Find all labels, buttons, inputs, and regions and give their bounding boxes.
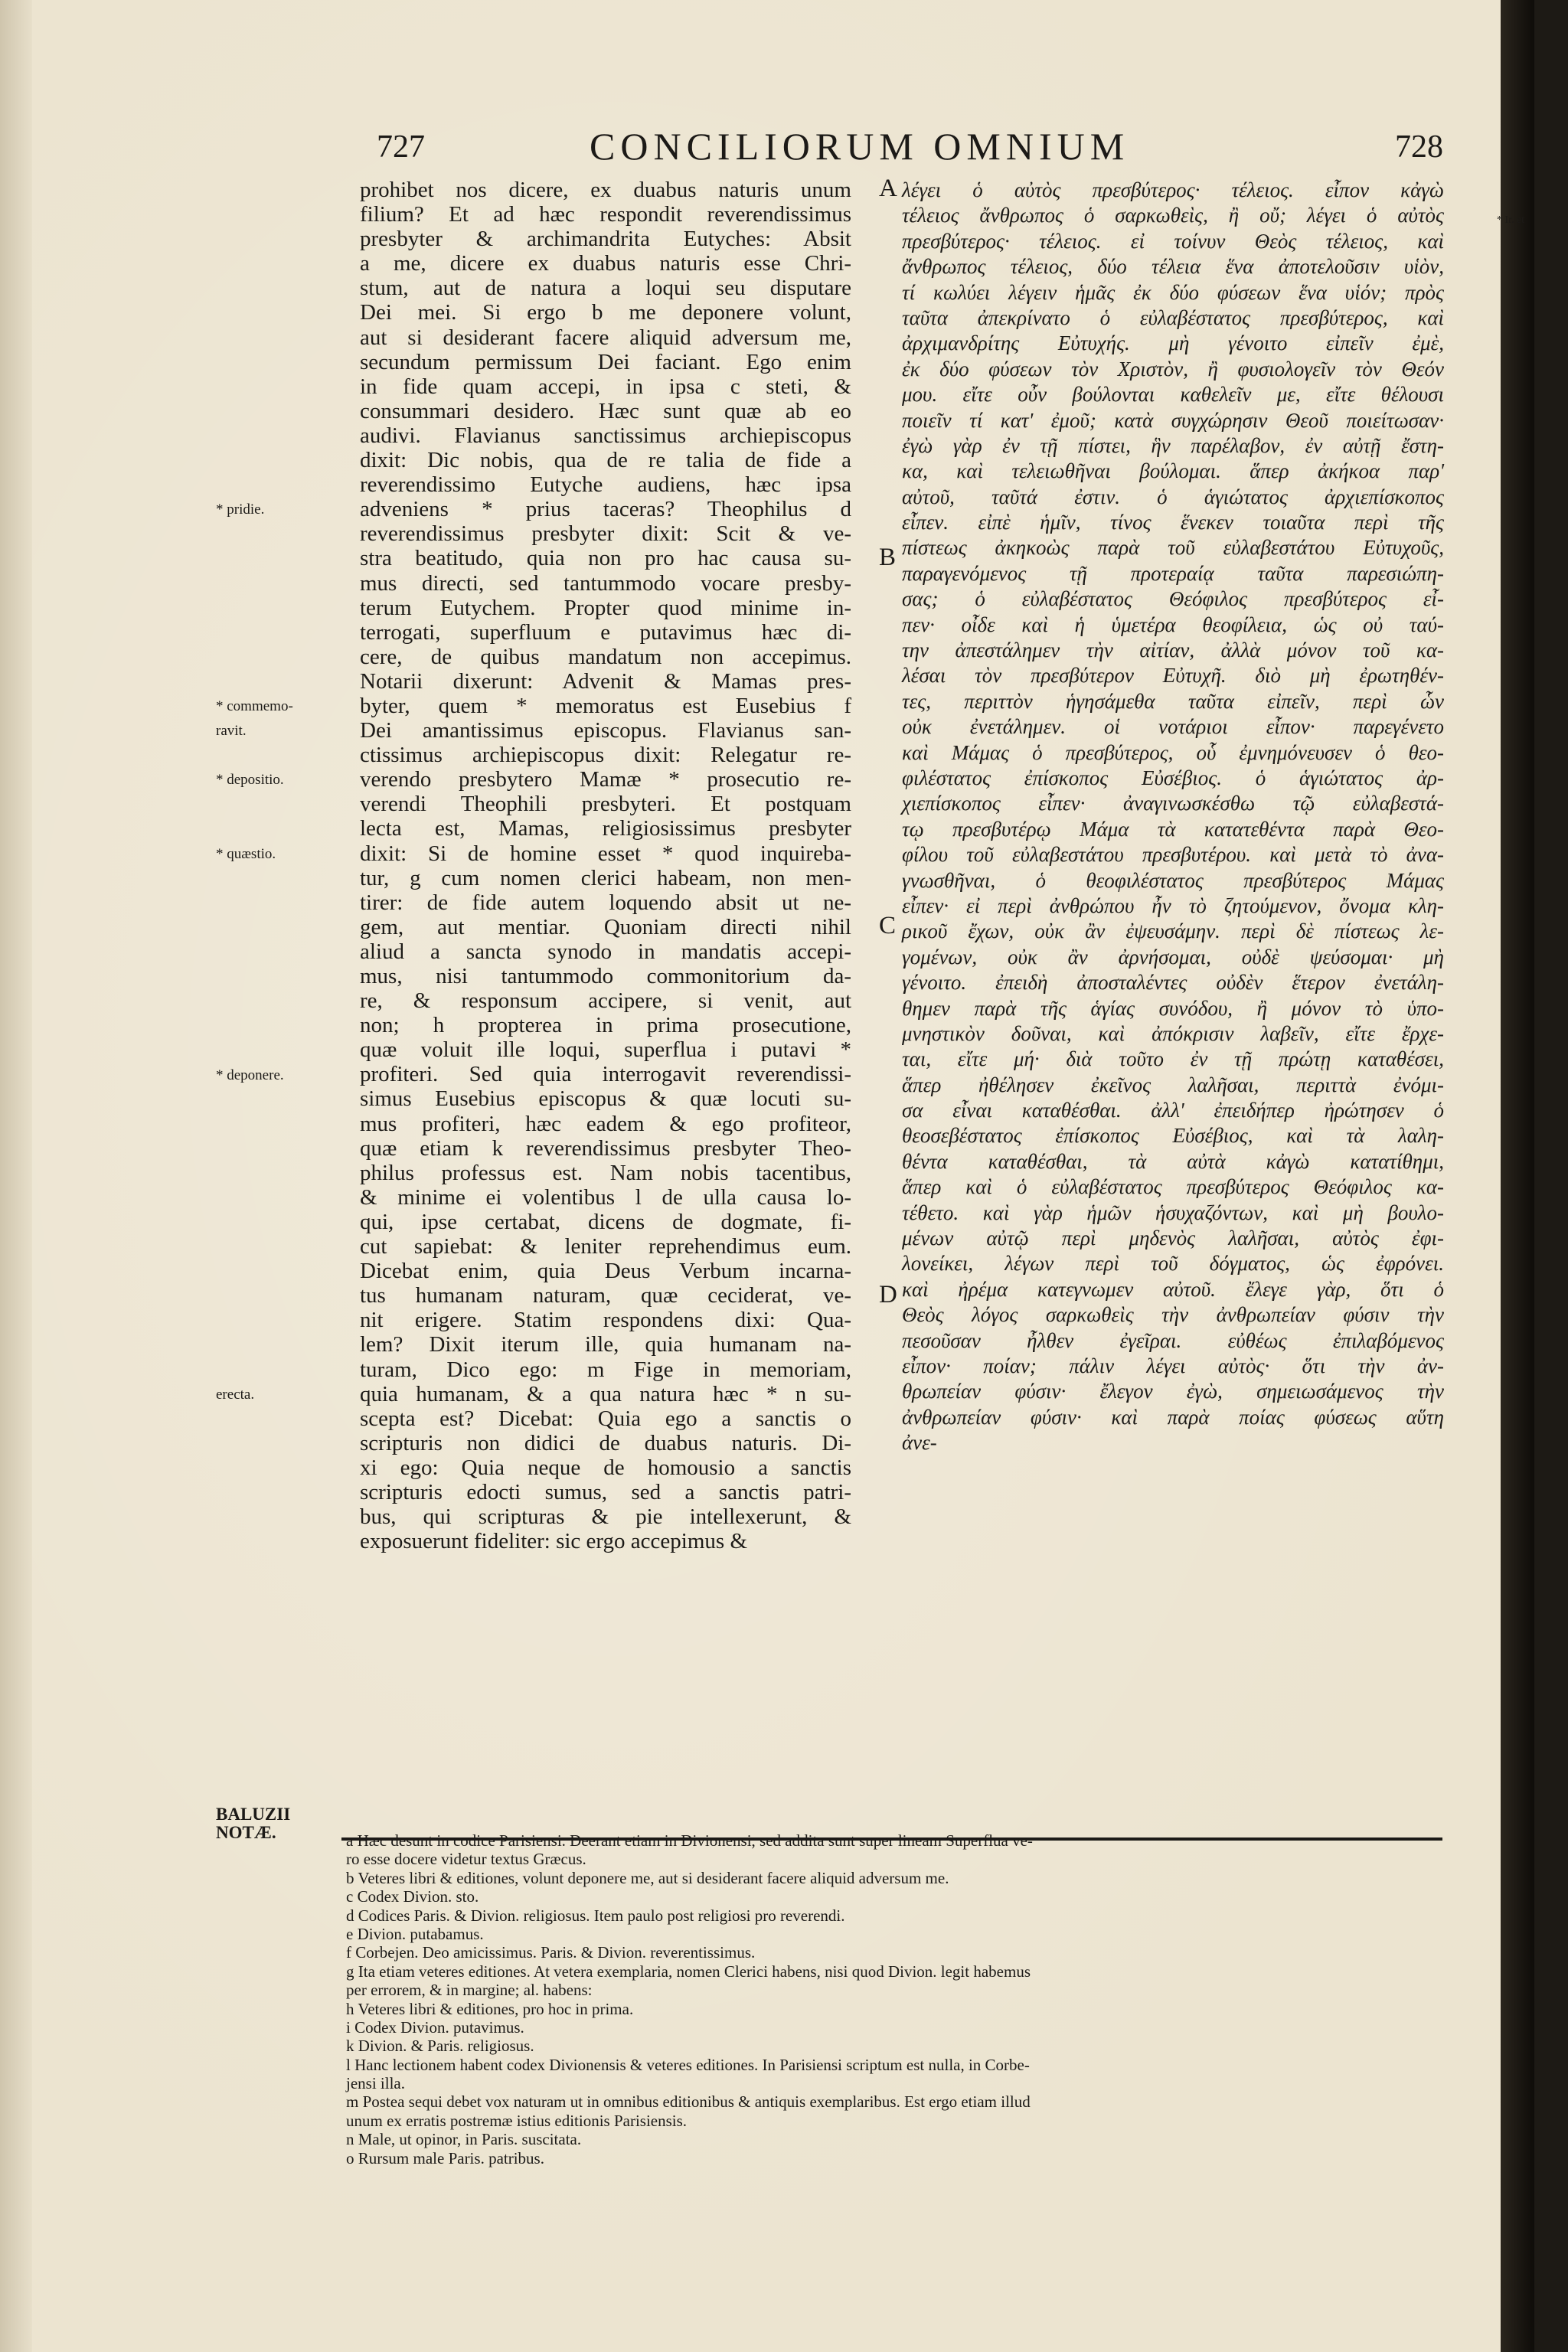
latin-text-line: stra beatitudo, quia non pro hac causa su- (360, 546, 851, 571)
greek-text-line: ταῦτα ἀπεκρίνατο ὁ εὐλαβέστατος πρεσβύτερος, καὶ (902, 305, 1444, 329)
latin-text-line: re, & responsum accipere, si venit, aut (360, 988, 851, 1014)
latin-text-line: philus professus est. Nam nobis tacentibus, (360, 1160, 851, 1185)
latin-text-line: prohibet nos dicere, ex duabus naturis unum (360, 178, 851, 202)
latin-text-line: Dei mei. Si ergo b me deponere volunt, (360, 300, 851, 325)
latin-text-line: turam, Dico ego: m Fige in memoriam, (360, 1357, 851, 1382)
footnote-line: per errorem, & in margine; al. habens: (346, 1981, 593, 2000)
latin-text-line: lem? Dixit iterum ille, quia humanam na- (360, 1332, 851, 1357)
footnote-line: h Veteres libri & editiones, pro hoc in prima. (346, 1999, 634, 2018)
greek-text-line: τες, περιττὸν ἡγησάμεθα ταῦτα εἰπεῖν, περὶ ὧν (902, 689, 1444, 713)
margin-note: erecta. (216, 1386, 255, 1403)
latin-text-line: scripturis edocti sumus, sed a sanctis patri- (360, 1479, 851, 1504)
footnote-line: unum ex erratis postremæ istius editionis Parisiensis. (346, 2111, 688, 2130)
section-letter: C (879, 912, 897, 939)
latin-text-line: nit erigere. Statim respondens dixi: Qua- (360, 1308, 851, 1333)
greek-text-line: οὐκ ἐνετάλημεν. οἱ νοτάριοι εἶπον· παρεγένετο (902, 715, 1444, 739)
latin-column (360, 178, 851, 1553)
greek-text-line: ἐγὼ γὰρ ἐν τῇ πίστει, ἣν παρέλαβον, ἐν αὐτῇ ἔστη- (902, 433, 1444, 457)
footnote-line: m Postea sequi debet vox naturam ut in omnibus editionibus & antiquis exemplaribus. Est ergo etiam illud (346, 2092, 1031, 2112)
footnote-line: b Veteres libri & editiones, volunt deponere me, aut si desiderant facere aliquid adversum me. (346, 1868, 949, 1887)
latin-text-line: tus humanam naturam, quæ ceciderat, ve- (360, 1283, 851, 1308)
section-letter: D (879, 1280, 897, 1308)
footnote-line: n Male, ut opinor, in Paris. suscitata. (346, 2130, 582, 2149)
greek-text-line: πεσοῦσαν ἦλθεν ἐγεῖραι. εὐθέως ἐπιλαβόμενος (902, 1328, 1444, 1352)
latin-text-line: quæ voluit ille loqui, superflua i putavi * (360, 1037, 851, 1063)
greek-text-line: λέσαι τὸν πρεσβύτερον Εὐτυχῆ. διὸ μὴ ἐρωτηθέν- (902, 664, 1444, 688)
left-page-number: 727 (377, 129, 425, 165)
footnote-line: o Rursum male Paris. patribus. (346, 2148, 544, 2167)
margin-note: * depositio. (216, 772, 284, 789)
greek-text-line: τέθετο. καὶ γὰρ ἡμῶν ἡσυχαζόντων, καὶ μὴ βουλο- (902, 1200, 1444, 1224)
margin-note: * quæstio. (216, 845, 276, 862)
greek-text-line: ἀνθρωπείαν φύσιν· καὶ παρὰ ποίας φύσεως αὕτη (902, 1405, 1444, 1429)
greek-text-line: παραγενόμενος τῇ προτεραίᾳ ταῦτα παρεσιώπη- (902, 561, 1444, 585)
greek-text-line: ται, εἴτε μή· διὰ τοῦτο ἐν τῇ πρώτῃ καταθέσει, (902, 1047, 1444, 1071)
right-margin-mark: * Ir. et (1497, 214, 1525, 226)
footnote-line: c Codex Divion. sto. (346, 1887, 479, 1906)
greek-text-line: τέλειος ἄνθρωπος ὁ σαρκωθεὶς, ἢ οὔ; λέγει ὁ αὐτὸς (902, 204, 1444, 227)
greek-text-line: μου. εἴτε οὖν βούλονται καθελεῖν με, εἴτε θέλουσι (902, 383, 1444, 407)
notes-heading (216, 1805, 290, 1842)
greek-text-line: θέντα καταθέσθαι, τὰ αὐτὰ κἀγὼ κατατίθημι, (902, 1149, 1444, 1173)
greek-text-line: πίστεως ἀκηκοὼς παρὰ τοῦ εὐλαβεστάτου Εὐτυχοῦς, (902, 536, 1444, 560)
margin-note: * commemo- (216, 698, 293, 715)
greek-text-line: την ἀπεστάλημεν τὴν αἰτίαν, ἀλλὰ μόνον τοῦ κα- (902, 639, 1444, 662)
latin-text-line: tur, g cum nomen clerici habeam, non men- (360, 865, 851, 890)
greek-text-line: καὶ Μάμας ὁ πρεσβύτερος, οὗ ἐμνημόνευσεν ὁ θεο- (902, 740, 1444, 764)
latin-text-line: cere, de quibus mandatum non accepimus. (360, 644, 851, 669)
latin-text-line: mus profiteri, hæc eadem & ego profiteor, (360, 1111, 851, 1136)
latin-text-line: presbyter & archimandrita Eutyches: Absit (360, 227, 851, 252)
footnote-line: e Divion. putabamus. (346, 1924, 484, 1943)
greek-text-line: καὶ ἠρέμα κατεγνωμεν αὐτοῦ. ἔλεγε γὰρ, ὅτι ὁ (902, 1277, 1444, 1301)
greek-text-line: μένων αὐτῷ περὶ μηδενὸς λαλῆσαι, αὐτὸς ἐφι- (902, 1227, 1444, 1250)
latin-text-line: mus directi, sed tantummodo vocare presby- (360, 570, 851, 596)
margin-note: ravit. (216, 723, 247, 740)
greek-text-line: ἐκ δύο φύσεων τὸν Χριστὸν, ἢ φυσιολογεῖν τὸν Θεόν (902, 357, 1444, 381)
greek-text-line: εἶπεν. εἰπὲ ἡμῖν, τίνος ἕνεκεν τοιαῦτα περὶ τῆς (902, 511, 1444, 534)
latin-text-line: secundum permissum Dei faciant. Ego enim (360, 349, 851, 374)
latin-text-line: mus, nisi tantummodo commonitorium da- (360, 964, 851, 988)
latin-text-line: filium? Et ad hæc respondit reverendissimus (360, 202, 851, 227)
latin-text-line: consummari desidero. Hæc sunt quæ ab eo (360, 398, 851, 423)
latin-text-line: dixit: Si de homine esset * quod inquireba- (360, 841, 851, 866)
footnote-line: k Divion. & Paris. religiosus. (346, 2037, 534, 2056)
greek-text-line: λέγει ὁ αὐτὸς πρεσβύτερος· τέλειος. εἶπον κἀγὼ (902, 178, 1444, 201)
greek-text-line: χιεπίσκοπος εἶπεν· ἀναγινωσκέσθω τῷ εὐλαβεστά- (902, 792, 1444, 815)
greek-text-line: ἀρχιμανδρίτης Εὐτυχής. μὴ γένοιτο εἰπεῖν ἐμὲ, (902, 332, 1444, 355)
greek-text-line: αὐτοῦ, ταῦτά ἐστιν. ὁ ἁγιώτατος ἀρχιεπίσκοπος (902, 485, 1444, 508)
right-page-number: 728 (1395, 129, 1443, 165)
latin-text-line: in fide quam accepi, in ipsa c steti, & (360, 374, 851, 399)
binding-gutter (0, 0, 32, 2352)
greek-text-line: θημεν παρὰ τῆς ἁγίας συνόδου, ἢ μόνον τὸ ὑπο- (902, 996, 1444, 1020)
greek-text-line: πεν· οἶδε καὶ ἡ ὑμετέρα θεοφίλεια, ὡς οὐ ταύ- (902, 612, 1444, 636)
latin-text-line: scripturis non didici de duabus naturis. Di- (360, 1430, 851, 1455)
greek-text-line: ἅπερ ἠθέλησεν ἐκεῖνος λαλῆσαι, περιττὰ ἐνόμι- (902, 1073, 1444, 1096)
latin-text-line: xi ego: Quia neque de homousio a sanctis (360, 1455, 851, 1480)
greek-text-line: εἶπεν· εἰ περὶ ἀνθρώπου ἦν τὸ ζητούμενον, ὄνομα κλη- (902, 893, 1444, 917)
footnote-line: d Codices Paris. & Divion. religiosus. Item paulo post religiosi pro reverendi. (346, 1906, 845, 1925)
page-edge-shadow (1501, 0, 1534, 2352)
greek-text-line: ἀνε- (902, 1431, 937, 1455)
footnote-line: f Corbejen. Deo amicissimus. Paris. & Divion. reverentissimus. (346, 1943, 756, 1962)
latin-text-line: ctissimus archiepiscopus dixit: Relegatur re- (360, 743, 851, 768)
footnote-line: jensi illa. (346, 2074, 405, 2093)
latin-text-line: Dicebat enim, quia Deus Verbum incarna- (360, 1259, 851, 1284)
greek-text-line: θεοσεβέστατος ἐπίσκοπος Εὐσέβιος, καὶ τὰ λαλη- (902, 1124, 1444, 1148)
latin-text-line: Dei amantissimus episcopus. Flavianus san- (360, 718, 851, 743)
latin-text-line: verendi Theophili presbyteri. Et postquam (360, 792, 851, 817)
latin-text-line: aliud a sancta synodo in mandatis accepi- (360, 939, 851, 964)
latin-text-line: reverendissimo Eutyche audiens, hæc ipsa (360, 472, 851, 498)
latin-text-line: Notarii dixerunt: Advenit & Mamas pres- (360, 668, 851, 694)
latin-text-line: adveniens * prius taceras? Theophilus d (360, 497, 851, 522)
latin-text-line: & minime ei volentibus l de ulla causa lo- (360, 1184, 851, 1210)
latin-text-line: profiteri. Sed quia interrogavit reverendissi- (360, 1062, 851, 1087)
running-title: CONCILIORUM OMNIUM (590, 125, 1130, 168)
latin-text-line: simus Eusebius episcopus & quæ locuti su- (360, 1086, 851, 1112)
latin-text-line: cut sapiebat: & leniter reprehendimus eum. (360, 1234, 851, 1259)
greek-text-line: μνηστικὸν δοῦναι, καὶ ἀπόκρισιν λαβεῖν, εἴτε ἔρχε- (902, 1021, 1444, 1045)
latin-text-line: tirer: de fide autem loquendo absit ut ne- (360, 890, 851, 915)
latin-text-line: exposuerunt fideliter: sic ergo accepimus & (360, 1529, 747, 1554)
greek-text-line: γνωσθῆναι, ὁ θεοφιλέστατος πρεσβύτερος Μάμας (902, 868, 1444, 892)
latin-text-line: bus, qui scripturas & pie intellexerunt, & (360, 1504, 851, 1530)
greek-text-line: γομένων, οὐκ ἂν ἀρνήσομαι, οὐδὲ ψεύσομαι· μὴ (902, 945, 1444, 969)
section-letter: A (879, 175, 897, 202)
latin-text-line: lecta est, Mamas, religiosissimus presbyter (360, 816, 851, 841)
section-letter: B (879, 543, 897, 571)
latin-text-line: stum, aut de natura a loqui seu disputare (360, 276, 851, 301)
latin-text-line: scepta est? Dicebat: Quia ego a sanctis o (360, 1406, 851, 1431)
margin-note: * pridie. (216, 501, 265, 518)
latin-text-line: audivi. Flavianus sanctissimus archiepiscopus (360, 423, 851, 448)
latin-text-line: reverendissimus presbyter dixit: Scit & ve- (360, 521, 851, 547)
greek-text-line: ρικοῦ ἔχων, οὐκ ἂν ἐψευσάμην. περὶ δὲ πίστεως λε- (902, 920, 1444, 943)
latin-text-line: quia humanam, & a qua natura hæc * n su- (360, 1381, 851, 1406)
greek-text-line: θρωπείαν φύσιν· ἔλεγον ἐγὼ, σημειωσάμενος τὴν (902, 1380, 1444, 1403)
latin-text-line: gem, aut mentiar. Quoniam directi nihil (360, 914, 851, 939)
greek-text-line: σας; ὁ εὐλαβέστατος Θεόφιλος πρεσβύτερος εἶ- (902, 587, 1444, 611)
greek-text-line: φιλέστατος ἐπίσκοπος Εὐσέβιος. ὁ ἁγιώτατος ἀρ- (902, 766, 1444, 789)
margin-note: * deponere. (216, 1067, 284, 1083)
latin-text-line: verendo presbytero Mamæ * prosecutio re- (360, 767, 851, 792)
footnote-line: i Codex Divion. putavimus. (346, 2017, 524, 2037)
greek-text-line: γένοιτο. ἐπειδὴ ἀποσταλέντες οὐδὲν ἕτερον ἐνετάλη- (902, 971, 1444, 995)
latin-text-line: a me, dicere ex duabus naturis esse Chri- (360, 251, 851, 276)
greek-text-line: εἶπον· ποίαν; πάλιν λέγει αὐτὸς· ὅτι τὴν ἀν- (902, 1354, 1444, 1377)
notes-heading-line: BALUZII (216, 1805, 291, 1824)
latin-text-line: terrogati, superfluum e putavimus hæc di- (360, 619, 851, 645)
latin-text-line: dixit: Dic nobis, qua de re talia de fide a (360, 448, 851, 473)
greek-text-line: πρεσβύτερος· τέλειος. εἰ τοίνυν Θεὸς τέλειος, καὶ (902, 229, 1444, 253)
greek-column (902, 178, 1444, 1456)
footnote-line: a Hæc desunt in codice Parisiensi. Deerant etiam in Divionensi, sed addita sunt super lineam Superflua ve- (346, 1831, 1033, 1850)
footnote-line: l Hanc lectionem habent codex Divionensis & veteres editiones. In Parisiensi scriptum est nulla, in Corbe- (346, 2055, 1030, 2074)
greek-text-line: ποιεῖν τί κατ' ἐμοῦ; κατὰ συγχώρησιν Θεοῦ ποιείτωσαν· (902, 408, 1444, 432)
greek-text-line: ἅπερ καὶ ὁ εὐλαβέστατος πρεσβύτερος Θεόφιλος κα- (902, 1175, 1444, 1199)
latin-text-line: qui, ipse certabat, dicens de dogmate, fi- (360, 1209, 851, 1234)
footnote-line: g Ita etiam veteres editiones. At vetera exemplaria, nomen Clerici habens, nisi quod Divion. legit habemus (346, 1962, 1031, 1981)
greek-text-line: ἄνθρωπος τέλειος, δύο τέλεια ἕνα ἀποτελοῦσιν υἱὸν, (902, 255, 1444, 279)
greek-text-line: φίλου τοῦ εὐλαβεστάτου πρεσβυτέρου. καὶ μετὰ τὸ ἀνα- (902, 843, 1444, 867)
greek-text-line: Θεὸς λόγος σαρκωθεὶς τὴν ἀνθρωπείαν φύσιν τὴν (902, 1303, 1444, 1327)
greek-text-line: σα εἶναι καταθέσθαι. ἀλλ' ἐπειδήπερ ἠρώτησεν ὁ (902, 1099, 1444, 1122)
greek-text-line: κα, καὶ τελειωθῆναι βούλομαι. ἅπερ ἀκήκοα παρ' (902, 459, 1444, 483)
latin-text-line: terum Eutychem. Propter quod minime in- (360, 595, 851, 620)
greek-text-line: τῳ πρεσβυτέρῳ Μάμα τὰ κατατεθέντα παρὰ Θεο- (902, 817, 1444, 841)
latin-text-line: non; h propterea in prima prosecutione, (360, 1013, 851, 1038)
latin-text-line: aut si desiderant facere aliquid adversum me, (360, 325, 851, 350)
footnotes (346, 1831, 1441, 2167)
greek-text-line: λονείκει, λέγων περὶ τοῦ δόγματος, ὡς ἐφρόνει. (902, 1252, 1444, 1276)
latin-text-line: quæ etiam k reverendissimus presbyter Theo- (360, 1135, 851, 1161)
footnote-line: ro esse docere videtur textus Græcus. (346, 1850, 586, 1869)
notes-heading-line: NOTÆ. (216, 1823, 276, 1842)
greek-text-line: τί κωλύει λέγειν ἡμᾶς ἐκ δύο φύσεων ἕνα υἱόν; πρὸς (902, 280, 1444, 304)
latin-text-line: byter, quem * memoratus est Eusebius f (360, 693, 851, 718)
